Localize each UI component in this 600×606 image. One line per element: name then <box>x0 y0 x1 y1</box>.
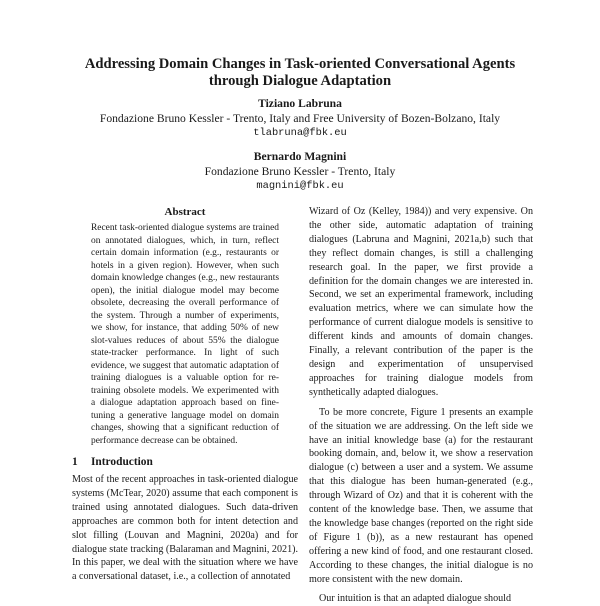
author-block-1 <box>40 97 560 141</box>
paragraph: Our intuition is that an adapted dialogue should <box>319 593 512 605</box>
abstract-text: Recent task-oriented dialogue systems are trained on annotated dialogues, which, in turn, reflect certain domain information (e.g., restaurants or hotels in a given region). However, when such domain knowledge changes (e.g., new restaurants open), the initial dialogue model may become obsolete, decreasing the overall performance of the system. Through a number of experiments, we show, for instance, that adding 50% of new slot-values reduces of about 55% the dialogue state-tracker performance. In light of such evidence, we suggest that automatic adaptation of training dialogues is a valuable option for re-training obsolete models. We experimented with a dialogue adaptation approach based on fine-tuning a generative language model on domain changes, showing that a significant reduction of performance decrease can be obtained. <box>91 223 279 446</box>
author-block-2 <box>40 150 560 194</box>
right-column <box>309 205 533 606</box>
section-number: 1 <box>72 456 78 468</box>
abstract-heading: Abstract <box>164 206 206 218</box>
paragraph: To be more concrete, Figure 1 presents an example of the situation we are addressing. On the left side we have an initial knowledge base (a) for the restaurant booking domain, and, below it, we show a reservation dialogue (c) between a user and a system. We assume that this dialogue has been human-generated (e.g., through Wizard of Oz) and that it is coherent with the content of the knowledge base. Then, we assume that the knowledge base changes (reported on the right side of Figure 1 (b)), as a new restaurant has opened offering a new kind of food, and one restaurant closed. According to these changes, the initial dialogue is no more consistent with the new domain. <box>309 406 533 585</box>
paper-title-line-2: through Dialogue Adaptation <box>208 73 392 89</box>
paragraph: Most of the recent approaches in task-oriented dialogue systems (McTear, 2020) assume that each component is trained using annotated dialogues. Such data-driven approaches are common both for intent detection and slot filling (Louvan and Magnini, 2020a) and for dialogue state tracking (Balaraman and Magnini, 2021). In this paper, we deal with the situation where we have a conversational dataset, i.e., a collection of annotated <box>72 474 298 583</box>
introduction-right-text <box>309 205 533 606</box>
introduction-left-text <box>72 473 298 584</box>
paper-title-line-1: Addressing Domain Changes in Task-oriented Conversational Agents <box>84 56 516 72</box>
author-name: Bernardo Magnini <box>253 150 347 163</box>
left-column <box>72 205 298 584</box>
paper-title <box>40 56 560 90</box>
paragraph: Wizard of Oz (Kelley, 1984)) and very expensive. On the other side, automatic adaptation of training dialogues (Labruna and Magnini, 2021a,b) such that they reflect domain changes, is still a challenging research goal. In the paper, we first provide a definition for the domain changes we are interested in. Second, we set an experimental framework, including evaluation metrics, where we can simulate how the performance of current dialogue models is sensitive to different kinds and amounts of domain changes. Finally, a relevant contribution of the paper is the design and experimentation of unsupervised approaches for training dialogue models from synthetically adapted dialogues. <box>309 206 533 398</box>
author-email: tlabruna@fbk.eu <box>253 127 347 139</box>
author-name: Tiziano Labruna <box>258 97 342 110</box>
section-heading-introduction <box>72 455 298 469</box>
section-title: Introduction <box>91 456 153 468</box>
author-affiliation: Fondazione Bruno Kessler - Trento, Italy and Free University of Bozen-Bolzano, Italy <box>99 112 501 125</box>
author-email: magnini@fbk.eu <box>256 180 344 192</box>
author-affiliation: Fondazione Bruno Kessler - Trento, Italy <box>204 165 396 178</box>
